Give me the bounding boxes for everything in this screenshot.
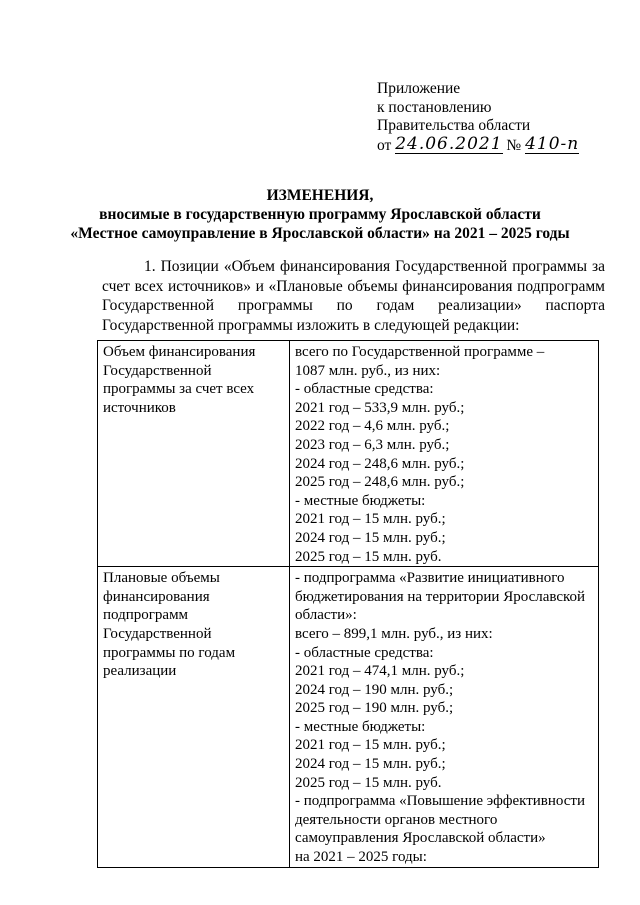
value-line: 2022 год – 4,6 млн. руб.;: [295, 418, 450, 435]
row-value-cell: [290, 341, 599, 567]
value-line: бюджетирования на территории Ярославской: [295, 588, 586, 605]
row-label-cell: [98, 567, 290, 868]
value-line: - подпрограмма «Повышение эффективности: [295, 793, 586, 810]
intro-line-4: Государственной программы изложить в следующей редакции:: [102, 316, 520, 334]
value-line: самоуправления Ярославской области»: [295, 830, 546, 847]
value-line: 2024 год – 190 млн. руб.;: [295, 681, 454, 698]
value-line: 2025 год – 15 млн. руб.: [295, 548, 442, 565]
passport-table: [97, 340, 599, 868]
value-line: 2021 год – 15 млн. руб.;: [295, 511, 446, 528]
value-line: - местные бюджеты:: [295, 492, 426, 509]
intro-line-3: Государственной программы по годам реализации» паспорта: [102, 297, 605, 314]
value-line: 2024 год – 248,6 млн. руб.;: [295, 455, 465, 472]
number-sign: №: [506, 136, 522, 154]
value-line: 1087 млн. руб., из них:: [295, 362, 441, 379]
value-line: деятельности органов местного: [295, 811, 498, 828]
value-line: всего по Государственной программе –: [295, 344, 545, 360]
label-line: источников: [103, 399, 176, 416]
value-line: 2024 год – 15 млн. руб.;: [295, 756, 446, 773]
value-line: 2021 год – 15 млн. руб.;: [295, 737, 446, 754]
appendix-line-1: Приложение: [377, 80, 461, 97]
value-line: 2023 год – 6,3 млн. руб.;: [295, 436, 450, 453]
value-line: 2025 год – 15 млн. руб.: [295, 774, 442, 791]
value-line: - областные средства:: [295, 644, 434, 661]
title-line-3: «Местное самоуправление в Ярославской области» на 2021 – 2025 годы: [70, 225, 570, 242]
value-line: всего – 899,1 млн. руб., из них:: [295, 625, 493, 642]
label-line: Государственной: [103, 362, 212, 379]
document-title: [0, 186, 640, 243]
label-line: финансирования: [103, 588, 210, 605]
label-line: реализации: [103, 663, 177, 680]
label-line: подпрограмм: [103, 607, 189, 624]
value-line: 2021 год – 474,1 млн. руб.;: [295, 663, 465, 680]
value-line: 2025 год – 248,6 млн. руб.;: [295, 474, 465, 491]
handwritten-date: 24.06.2021: [395, 133, 503, 154]
value-line: на 2021 – 2025 годы:: [295, 849, 427, 866]
value-line: - подпрограмма «Развитие инициативного: [295, 570, 565, 587]
label-line: программы по годам: [103, 644, 236, 661]
row-value-cell: [290, 567, 599, 868]
intro-paragraph: [102, 257, 605, 335]
value-line: - областные средства:: [295, 381, 434, 398]
value-line: области»:: [295, 607, 357, 624]
appendix-line-3: Правительства области: [377, 117, 531, 134]
value-line: 2025 год – 190 млн. руб.;: [295, 700, 454, 717]
intro-line-2: за счет всех источников» и «Плановые объемы финансирования подпрограмм: [102, 258, 606, 295]
title-line-2: вносимые в государственную программу Ярославской области: [99, 206, 541, 223]
appendix-line-2: к постановлению: [377, 98, 492, 116]
appendix-block: [377, 80, 579, 155]
intro-line-1: 1. Позиции «Объем финансирования Государственной программы: [144, 258, 588, 275]
value-line: 2021 год – 533,9 млн. руб.;: [295, 399, 465, 416]
value-line: 2024 год – 15 млн. руб.;: [295, 529, 446, 546]
appendix-date-line: [377, 133, 580, 156]
table-row: [98, 567, 599, 868]
table-row: [98, 341, 599, 567]
label-line: Объем финансирования: [103, 344, 256, 360]
handwritten-number: 410-п: [525, 133, 580, 154]
label-line: программы за счет всех: [103, 381, 255, 398]
date-prefix: от: [377, 136, 392, 154]
row-label-cell: [98, 341, 290, 567]
label-line: Плановые объемы: [103, 570, 220, 587]
title-line-1: ИЗМЕНЕНИЯ,: [266, 187, 374, 204]
label-line: Государственной: [103, 625, 212, 642]
value-line: - местные бюджеты:: [295, 718, 426, 735]
